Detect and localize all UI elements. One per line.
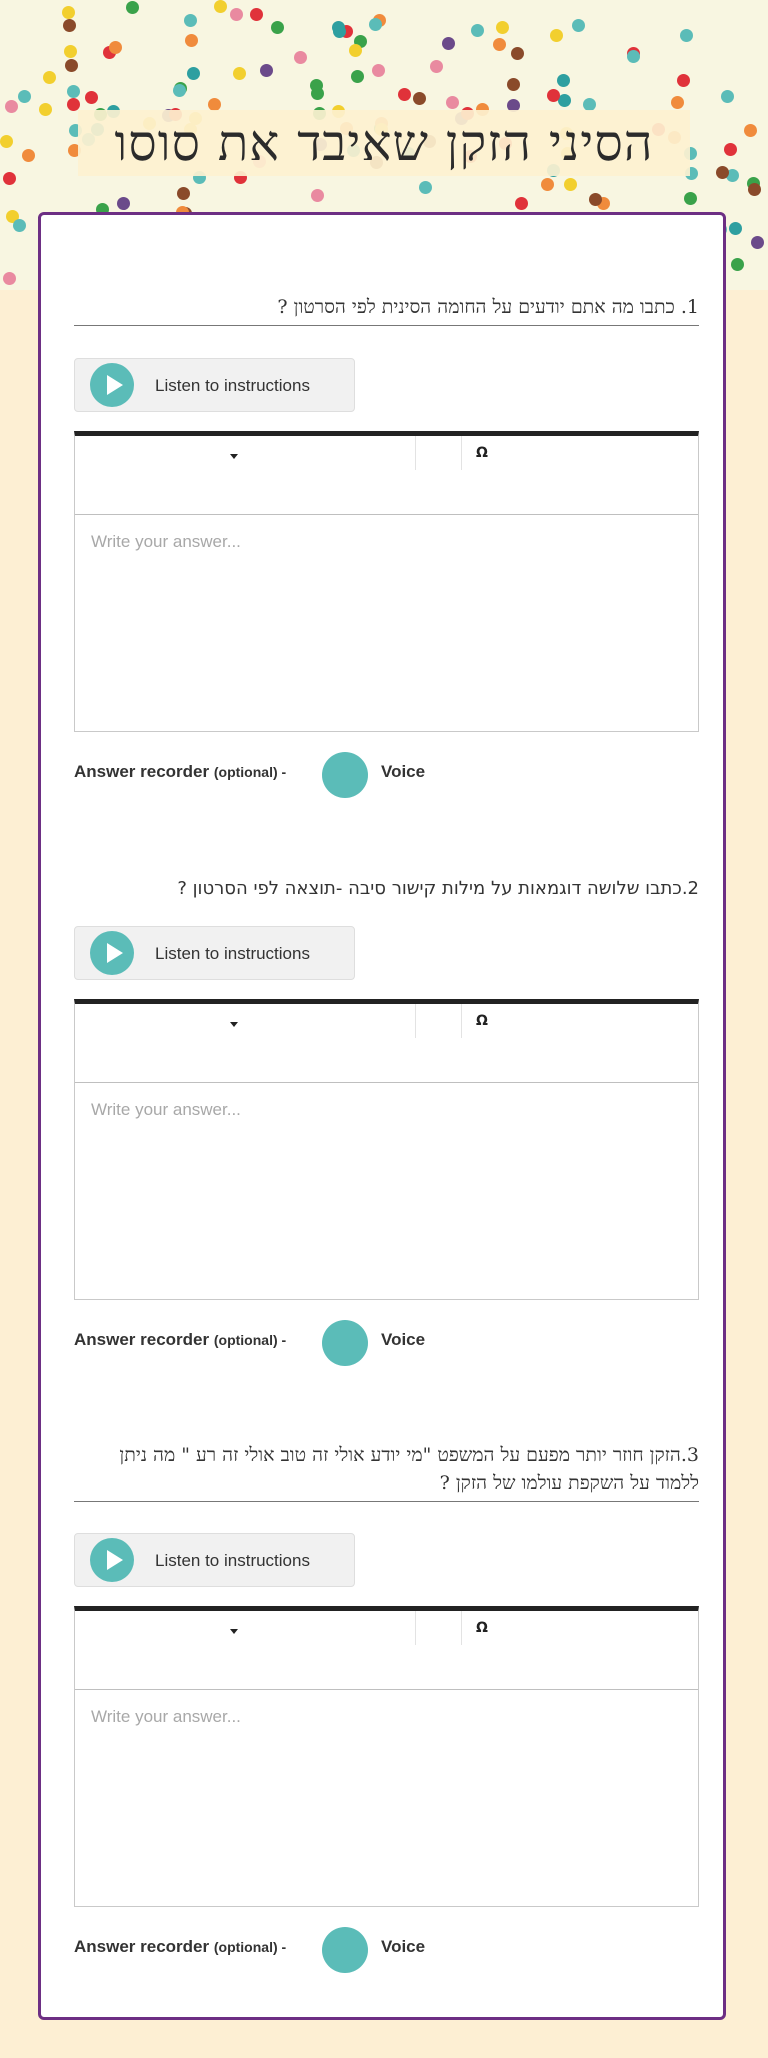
confetti-dot xyxy=(13,219,26,232)
record-voice-button[interactable] xyxy=(322,1320,368,1366)
confetti-dot xyxy=(721,90,734,103)
confetti-dot xyxy=(442,37,455,50)
toolbar-divider xyxy=(415,1611,416,1645)
confetti-dot xyxy=(351,70,364,83)
confetti-dot xyxy=(430,60,443,73)
record-voice-button[interactable] xyxy=(322,752,368,798)
confetti-dot xyxy=(3,272,16,285)
confetti-dot xyxy=(627,50,640,63)
play-icon xyxy=(90,363,134,407)
confetti-dot xyxy=(173,84,186,97)
format-dropdown-caret-icon[interactable] xyxy=(230,1629,238,1634)
confetti-dot xyxy=(260,64,273,77)
confetti-dot xyxy=(187,67,200,80)
confetti-dot xyxy=(311,87,324,100)
answer-recorder-3 xyxy=(74,1927,474,1973)
listen-instructions-button-3[interactable] xyxy=(74,1533,355,1587)
confetti-dot xyxy=(117,197,130,210)
play-icon xyxy=(90,931,134,975)
question-1-text: 1. כתבו מה אתם יודעים על החומה הסינית לפי הסרטון ? xyxy=(74,293,699,326)
confetti-dot xyxy=(62,6,75,19)
toolbar-divider xyxy=(415,436,416,470)
confetti-dot xyxy=(39,103,52,116)
confetti-dot xyxy=(64,45,77,58)
confetti-dot xyxy=(677,74,690,87)
answer-editor-2[interactable] xyxy=(74,999,699,1300)
listen-label: Listen to instructions xyxy=(155,376,310,395)
confetti-dot xyxy=(541,178,554,191)
confetti-dot xyxy=(744,124,757,137)
recorder-label: Answer recorder (optional) - xyxy=(74,1937,287,1956)
confetti-dot xyxy=(413,92,426,105)
confetti-dot xyxy=(507,78,520,91)
confetti-dot xyxy=(332,21,345,34)
confetti-dot xyxy=(294,51,307,64)
confetti-dot xyxy=(731,258,744,271)
confetti-dot xyxy=(349,44,362,57)
confetti-dot xyxy=(471,24,484,37)
confetti-dot xyxy=(398,88,411,101)
editor-toolbar xyxy=(75,436,698,515)
confetti-dot xyxy=(185,34,198,47)
question-3-text: 3.הזקן חוזר יותר מפעם על המשפט "מי יודע אולי זה טוב אולי זה רע " מה ניתן ללמוד על השקפת עולמו של הזקן ? xyxy=(74,1441,699,1502)
listen-label: Listen to instructions xyxy=(155,944,310,963)
confetti-dot xyxy=(3,172,16,185)
format-dropdown-caret-icon[interactable] xyxy=(230,1022,238,1027)
special-character-button[interactable]: Ω xyxy=(476,1013,488,1029)
toolbar-divider xyxy=(461,1611,462,1645)
confetti-dot xyxy=(65,59,78,72)
listen-instructions-button-2[interactable] xyxy=(74,926,355,980)
confetti-dot xyxy=(109,41,122,54)
confetti-dot xyxy=(311,189,324,202)
confetti-dot xyxy=(85,91,98,104)
confetti-dot xyxy=(564,178,577,191)
confetti-dot xyxy=(496,21,509,34)
answer-recorder-2 xyxy=(74,1320,474,1366)
editor-toolbar xyxy=(75,1611,698,1690)
recorder-label: Answer recorder (optional) - xyxy=(74,1330,287,1349)
answer-editor-1[interactable] xyxy=(74,431,699,732)
confetti-dot xyxy=(716,166,729,179)
confetti-dot xyxy=(184,14,197,27)
format-dropdown-caret-icon[interactable] xyxy=(230,454,238,459)
confetti-dot xyxy=(230,8,243,21)
recorder-label: Answer recorder (optional) - xyxy=(74,762,287,781)
play-icon xyxy=(90,1538,134,1582)
confetti-dot xyxy=(250,8,263,21)
confetti-dot xyxy=(0,135,13,148)
confetti-dot xyxy=(5,100,18,113)
confetti-dot xyxy=(126,1,139,14)
confetti-dot xyxy=(233,67,246,80)
toolbar-divider xyxy=(461,1004,462,1038)
confetti-dot xyxy=(589,193,602,206)
confetti-dot xyxy=(419,181,432,194)
confetti-dot xyxy=(214,0,227,13)
question-2-text: 2.כתבו שלושה דוגמאות על מילות קישור סיבה -תוצאה לפי הסרטון ? xyxy=(177,878,699,899)
confetti-dot xyxy=(729,222,742,235)
listen-instructions-button-1[interactable] xyxy=(74,358,355,412)
confetti-dot xyxy=(372,64,385,77)
confetti-dot xyxy=(63,19,76,32)
record-voice-button[interactable] xyxy=(322,1927,368,1973)
confetti-dot xyxy=(22,149,35,162)
confetti-dot xyxy=(684,192,697,205)
confetti-dot xyxy=(680,29,693,42)
worksheet-card xyxy=(38,212,726,2020)
confetti-dot xyxy=(572,19,585,32)
voice-label: Voice xyxy=(381,1330,426,1349)
listen-label: Listen to instructions xyxy=(155,1551,310,1570)
answer-placeholder[interactable]: Write your answer... xyxy=(91,1100,241,1119)
confetti-dot xyxy=(271,21,284,34)
confetti-dot xyxy=(511,47,524,60)
confetti-dot xyxy=(748,183,761,196)
confetti-dot xyxy=(557,74,570,87)
confetti-dot xyxy=(67,85,80,98)
confetti-dot xyxy=(515,197,528,210)
confetti-dot xyxy=(547,89,560,102)
confetti-dot xyxy=(43,71,56,84)
answer-placeholder[interactable]: Write your answer... xyxy=(91,532,241,551)
confetti-dot xyxy=(724,143,737,156)
confetti-dot xyxy=(550,29,563,42)
page-title: הסיני הזקן שאיבד את סוסו xyxy=(114,114,654,172)
answer-recorder-1 xyxy=(74,752,474,798)
answer-editor-3[interactable] xyxy=(74,1606,699,1907)
special-character-button[interactable]: Ω xyxy=(476,445,488,461)
voice-label: Voice xyxy=(381,762,426,781)
answer-placeholder[interactable]: Write your answer... xyxy=(91,1707,241,1726)
voice-label: Voice xyxy=(381,1937,426,1956)
confetti-dot xyxy=(177,187,190,200)
confetti-dot xyxy=(751,236,764,249)
toolbar-divider xyxy=(461,436,462,470)
confetti-dot xyxy=(369,18,382,31)
confetti-dot xyxy=(493,38,506,51)
toolbar-divider xyxy=(415,1004,416,1038)
editor-toolbar xyxy=(75,1004,698,1083)
special-character-button[interactable]: Ω xyxy=(476,1620,488,1636)
confetti-dot xyxy=(18,90,31,103)
